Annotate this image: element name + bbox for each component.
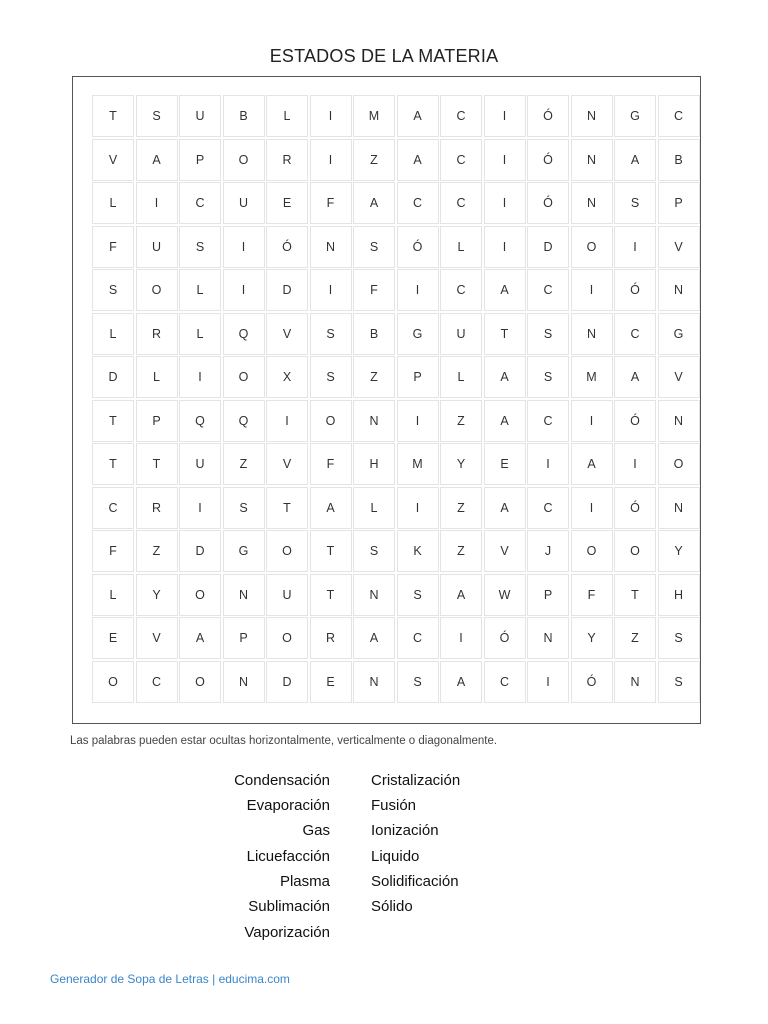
grid-cell[interactable]: P — [527, 574, 569, 616]
grid-cell[interactable]: Ó — [527, 95, 569, 137]
grid-cell[interactable]: I — [571, 400, 613, 442]
grid-cell[interactable]: P — [136, 400, 178, 442]
grid-cell[interactable]: N — [658, 400, 700, 442]
grid-cell[interactable]: S — [658, 617, 700, 659]
grid-cell[interactable]: O — [136, 269, 178, 311]
grid-cell[interactable]: I — [571, 487, 613, 529]
grid-cell[interactable]: C — [527, 400, 569, 442]
grid-cell[interactable]: C — [440, 95, 482, 137]
grid-cell[interactable]: U — [440, 313, 482, 355]
grid-cell[interactable]: T — [92, 95, 134, 137]
grid-cell[interactable]: C — [92, 487, 134, 529]
grid-cell[interactable]: C — [614, 313, 656, 355]
grid-cell[interactable]: L — [136, 356, 178, 398]
grid-cell[interactable]: M — [571, 356, 613, 398]
grid-cell[interactable]: Z — [440, 400, 482, 442]
grid-cell[interactable]: C — [658, 95, 700, 137]
grid-cell[interactable]: I — [527, 661, 569, 703]
grid-cell[interactable]: S — [353, 530, 395, 572]
grid-cell[interactable]: I — [310, 139, 352, 181]
grid-cell[interactable]: S — [353, 226, 395, 268]
grid-cell[interactable]: O — [614, 530, 656, 572]
grid-cell[interactable]: Ó — [614, 487, 656, 529]
grid-cell[interactable]: L — [92, 182, 134, 224]
grid-cell[interactable]: Z — [614, 617, 656, 659]
grid-cell[interactable]: O — [179, 574, 221, 616]
grid-cell[interactable]: C — [397, 182, 439, 224]
grid-cell[interactable]: I — [397, 269, 439, 311]
grid-cell[interactable]: Z — [223, 443, 265, 485]
grid-cell[interactable]: C — [397, 617, 439, 659]
grid-cell[interactable]: C — [484, 661, 526, 703]
grid-cell[interactable]: E — [310, 661, 352, 703]
grid-cell[interactable]: C — [440, 182, 482, 224]
grid-cell[interactable]: G — [658, 313, 700, 355]
grid-cell[interactable]: A — [440, 661, 482, 703]
word-item: Plasma — [279, 873, 330, 890]
grid-cell[interactable]: R — [266, 139, 308, 181]
grid-cell[interactable]: N — [353, 400, 395, 442]
grid-cell[interactable]: V — [658, 356, 700, 398]
grid-cell[interactable]: I — [266, 400, 308, 442]
grid-cell[interactable]: P — [658, 182, 700, 224]
grid-cell[interactable]: Q — [179, 400, 221, 442]
grid-cell[interactable]: I — [310, 269, 352, 311]
grid-cell[interactable]: L — [179, 313, 221, 355]
grid-cell[interactable]: Y — [571, 617, 613, 659]
grid-cell[interactable]: I — [614, 443, 656, 485]
grid-cell[interactable]: L — [440, 356, 482, 398]
grid-cell[interactable]: N — [571, 182, 613, 224]
word-item: Licuefacción — [246, 848, 330, 865]
grid-cell[interactable]: W — [484, 574, 526, 616]
grid-cell[interactable]: Ó — [527, 139, 569, 181]
grid-cell[interactable]: T — [266, 487, 308, 529]
grid-cell[interactable]: A — [614, 139, 656, 181]
grid-cell[interactable]: Ó — [614, 400, 656, 442]
word-item: Sólido — [371, 898, 413, 915]
grid-cell[interactable]: U — [179, 443, 221, 485]
grid-cell[interactable]: I — [136, 182, 178, 224]
grid-cell[interactable]: I — [223, 226, 265, 268]
grid-cell[interactable]: T — [484, 313, 526, 355]
grid-cell[interactable]: Z — [136, 530, 178, 572]
grid-cell[interactable]: H — [353, 443, 395, 485]
grid-cell[interactable]: I — [571, 269, 613, 311]
grid-cell[interactable]: F — [310, 182, 352, 224]
grid-cell[interactable]: Q — [223, 400, 265, 442]
grid-cell[interactable]: C — [527, 269, 569, 311]
instructions-text: Las palabras pueden estar ocultas horizontalmente, verticalmente o diagonalmente. — [70, 735, 498, 747]
grid-cell[interactable]: P — [397, 356, 439, 398]
grid-cell[interactable]: O — [310, 400, 352, 442]
grid-cell[interactable]: V — [266, 443, 308, 485]
grid-cell[interactable]: C — [440, 139, 482, 181]
grid-cell[interactable]: L — [440, 226, 482, 268]
grid-cell[interactable]: E — [92, 617, 134, 659]
grid-cell[interactable]: O — [179, 661, 221, 703]
grid-cell[interactable]: I — [484, 182, 526, 224]
grid-cell[interactable]: C — [179, 182, 221, 224]
word-item: Vaporización — [244, 924, 330, 941]
grid-cell[interactable]: D — [266, 661, 308, 703]
grid-cell[interactable]: A — [310, 487, 352, 529]
grid-cell[interactable]: V — [136, 617, 178, 659]
grid-cell[interactable]: S — [310, 356, 352, 398]
grid-cell[interactable]: O — [571, 530, 613, 572]
grid-cell[interactable]: B — [658, 139, 700, 181]
grid-cell[interactable]: A — [397, 95, 439, 137]
grid-cell[interactable]: S — [92, 269, 134, 311]
grid-cell[interactable]: T — [614, 574, 656, 616]
grid-cell[interactable]: S — [310, 313, 352, 355]
grid-cell[interactable]: M — [397, 443, 439, 485]
grid-cell[interactable]: O — [658, 443, 700, 485]
grid-cell[interactable]: U — [266, 574, 308, 616]
grid-cell[interactable]: C — [136, 661, 178, 703]
grid-cell[interactable]: F — [353, 269, 395, 311]
grid-cell[interactable]: N — [614, 661, 656, 703]
grid-cell[interactable]: O — [223, 356, 265, 398]
grid-cell[interactable]: S — [136, 95, 178, 137]
grid-cell[interactable]: Ó — [266, 226, 308, 268]
grid-cell[interactable]: D — [92, 356, 134, 398]
grid-cell[interactable]: A — [571, 443, 613, 485]
grid-cell[interactable]: H — [658, 574, 700, 616]
grid-cell[interactable]: P — [179, 139, 221, 181]
grid-cell[interactable]: N — [223, 574, 265, 616]
grid-cell[interactable]: N — [658, 487, 700, 529]
grid-cell[interactable]: K — [397, 530, 439, 572]
page-title: ESTADOS DE LA MATERIA — [269, 46, 499, 66]
grid-cell[interactable]: L — [92, 574, 134, 616]
grid-cell[interactable]: R — [136, 487, 178, 529]
grid-cell[interactable]: N — [353, 661, 395, 703]
grid-cell[interactable]: S — [527, 356, 569, 398]
grid-cell[interactable]: Ó — [571, 661, 613, 703]
grid-cell[interactable]: A — [484, 400, 526, 442]
grid-cell[interactable]: I — [484, 95, 526, 137]
grid-cell[interactable]: O — [266, 530, 308, 572]
grid-cell[interactable]: V — [484, 530, 526, 572]
grid-cell[interactable]: I — [484, 139, 526, 181]
grid-cell[interactable]: L — [92, 313, 134, 355]
grid-cell[interactable]: I — [179, 487, 221, 529]
grid-cell[interactable]: A — [484, 487, 526, 529]
word-item: Solidificación — [371, 873, 459, 890]
grid-cell[interactable]: R — [310, 617, 352, 659]
word-item: Condensación — [234, 772, 330, 789]
grid-cell[interactable]: I — [310, 95, 352, 137]
grid-cell[interactable]: M — [353, 95, 395, 137]
grid-cell[interactable]: A — [614, 356, 656, 398]
grid-cell[interactable]: S — [527, 313, 569, 355]
grid-cell[interactable]: T — [136, 443, 178, 485]
grid-cell[interactable]: I — [484, 226, 526, 268]
word-item: Gas — [302, 822, 330, 839]
grid-cell[interactable]: L — [266, 95, 308, 137]
grid-cell[interactable]: L — [353, 487, 395, 529]
grid-cell[interactable]: N — [223, 661, 265, 703]
word-item: Evaporación — [246, 797, 330, 814]
word-item: Fusión — [371, 797, 417, 814]
grid-cell[interactable]: D — [527, 226, 569, 268]
grid-cell[interactable]: A — [353, 617, 395, 659]
grid-cell[interactable]: O — [92, 661, 134, 703]
grid-cell[interactable]: V — [92, 139, 134, 181]
grid-cell[interactable]: I — [527, 443, 569, 485]
grid-cell[interactable]: F — [92, 226, 134, 268]
grid-cell[interactable]: A — [136, 139, 178, 181]
grid-cell[interactable]: N — [571, 139, 613, 181]
grid-cell[interactable]: S — [179, 226, 221, 268]
grid-cell[interactable]: L — [179, 269, 221, 311]
grid-cell[interactable]: G — [397, 313, 439, 355]
grid-cell[interactable]: X — [266, 356, 308, 398]
grid-cell[interactable]: T — [310, 530, 352, 572]
letter-grid — [92, 95, 700, 703]
grid-cell[interactable]: B — [223, 95, 265, 137]
grid-cell[interactable]: B — [353, 313, 395, 355]
grid-cell[interactable]: I — [397, 400, 439, 442]
grid-cell[interactable]: T — [92, 443, 134, 485]
grid-cell[interactable]: S — [223, 487, 265, 529]
grid-cell[interactable]: I — [614, 226, 656, 268]
grid-cell[interactable]: G — [223, 530, 265, 572]
grid-cell[interactable]: O — [571, 226, 613, 268]
grid-cell[interactable]: Z — [440, 487, 482, 529]
grid-cell[interactable]: F — [571, 574, 613, 616]
grid-cell[interactable]: Ó — [614, 269, 656, 311]
grid-cell[interactable]: A — [484, 269, 526, 311]
grid-cell[interactable]: Q — [223, 313, 265, 355]
grid-cell[interactable]: N — [571, 95, 613, 137]
grid-cell[interactable]: T — [310, 574, 352, 616]
grid-cell[interactable]: S — [397, 661, 439, 703]
grid-cell[interactable]: S — [658, 661, 700, 703]
grid-cell[interactable]: Ó — [484, 617, 526, 659]
grid-cell[interactable]: A — [353, 182, 395, 224]
grid-cell[interactable]: N — [353, 574, 395, 616]
grid-cell[interactable]: E — [266, 182, 308, 224]
grid-cell[interactable]: U — [136, 226, 178, 268]
grid-cell[interactable]: J — [527, 530, 569, 572]
grid-cell[interactable]: O — [223, 139, 265, 181]
grid-cell[interactable]: Ó — [397, 226, 439, 268]
grid-cell[interactable]: Z — [353, 356, 395, 398]
word-item: Ionización — [371, 822, 439, 839]
grid-cell[interactable]: U — [179, 95, 221, 137]
word-item: Liquido — [371, 848, 420, 865]
grid-cell[interactable]: Y — [440, 443, 482, 485]
grid-cell[interactable]: F — [310, 443, 352, 485]
grid-cell[interactable]: V — [658, 226, 700, 268]
word-search-board — [72, 76, 701, 724]
grid-cell[interactable]: I — [397, 487, 439, 529]
grid-cell[interactable]: Z — [353, 139, 395, 181]
grid-cell[interactable]: A — [440, 574, 482, 616]
grid-cell[interactable]: C — [527, 487, 569, 529]
grid-cell[interactable]: P — [223, 617, 265, 659]
grid-cell[interactable]: T — [92, 400, 134, 442]
grid-cell[interactable]: C — [440, 269, 482, 311]
grid-cell[interactable]: A — [179, 617, 221, 659]
grid-cell[interactable]: Y — [136, 574, 178, 616]
grid-cell[interactable]: N — [571, 313, 613, 355]
footer-credit[interactable]: Generador de Sopa de Letras | educima.com — [50, 972, 290, 986]
word-item: Cristalización — [371, 772, 461, 789]
grid-cell[interactable]: E — [484, 443, 526, 485]
grid-cell[interactable]: V — [266, 313, 308, 355]
grid-cell[interactable]: Z — [440, 530, 482, 572]
grid-cell[interactable]: A — [397, 139, 439, 181]
word-item: Sublimación — [248, 898, 330, 915]
grid-cell[interactable]: R — [136, 313, 178, 355]
grid-cell[interactable]: O — [266, 617, 308, 659]
grid-cell[interactable]: S — [614, 182, 656, 224]
grid-cell[interactable]: G — [614, 95, 656, 137]
grid-cell[interactable]: Y — [658, 530, 700, 572]
grid-cell[interactable]: D — [179, 530, 221, 572]
grid-cell[interactable]: I — [223, 269, 265, 311]
grid-cell[interactable]: F — [92, 530, 134, 572]
grid-cell[interactable]: U — [223, 182, 265, 224]
grid-cell[interactable]: I — [440, 617, 482, 659]
grid-cell[interactable]: S — [397, 574, 439, 616]
grid-cell[interactable]: Ó — [527, 182, 569, 224]
grid-cell[interactable]: N — [310, 226, 352, 268]
grid-cell[interactable]: N — [527, 617, 569, 659]
grid-cell[interactable]: N — [658, 269, 700, 311]
grid-cell[interactable]: D — [266, 269, 308, 311]
grid-cell[interactable]: A — [484, 356, 526, 398]
grid-cell[interactable]: I — [179, 356, 221, 398]
